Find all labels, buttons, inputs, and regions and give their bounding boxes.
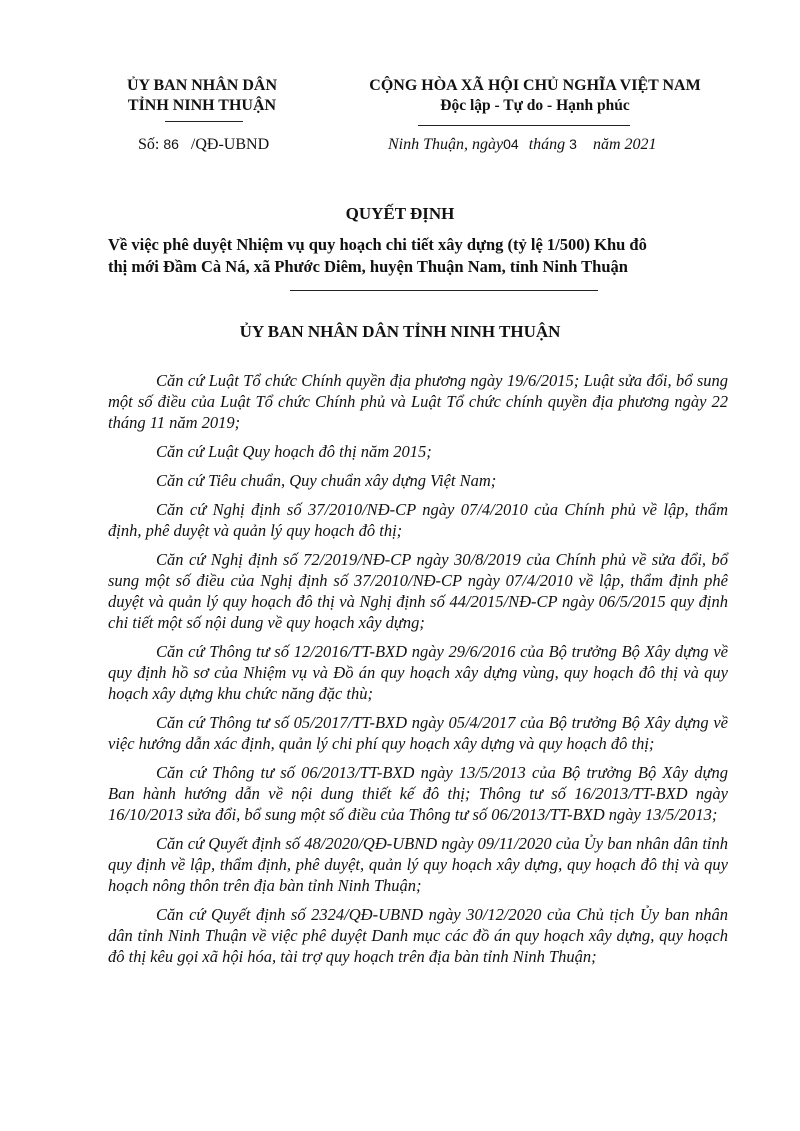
legal-basis-paragraph: Căn cứ Nghị định số 37/2010/NĐ-CP ngày 07/4/2010 của Chính phủ về lập, thẩm định, phê duyệt và quản lý quy hoạch đô thị; xyxy=(108,500,728,540)
nation-name: CỘNG HÒA XÃ HỘI CHỦ NGHĨA VIỆT NAM xyxy=(369,77,701,94)
legal-bases xyxy=(108,370,728,975)
legal-basis-paragraph: Căn cứ Tiêu chuẩn, Quy chuẩn xây dựng Việt Nam; xyxy=(156,471,497,490)
legal-basis-paragraph: Căn cứ Thông tư số 05/2017/TT-BXD ngày 05/4/2017 của Bộ trưởng Bộ Xây dựng về việc hướng dẫn xác định, quản lý chi phí quy hoạch xây dựng và quy hoạch đô thị; xyxy=(108,713,728,753)
date-month: 3 xyxy=(569,136,577,152)
date-month-label: tháng xyxy=(528,136,566,153)
legal-basis-paragraph: Căn cứ Thông tư số 12/2016/TT-BXD ngày 29/6/2016 của Bộ trưởng Bộ Xây dựng về quy định hồ sơ của Nhiệm vụ và Đồ án quy hoạch xây dựng vùng, quy hoạch đô thị và quy hoạch xây dựng khu chức năng đặc thù; xyxy=(108,642,728,703)
legal-basis-paragraph: Căn cứ Luật Tổ chức Chính quyền địa phương ngày 19/6/2015; Luật sửa đổi, bổ sung một số điều của Luật Tổ chức Chính phủ và Luật Tổ chức chính quyền địa phương ngày 22 tháng 11 năm 2019; xyxy=(108,371,728,432)
legal-basis-paragraph: Căn cứ Quyết định số 2324/QĐ-UBND ngày 30/12/2020 của Chủ tịch Ủy ban nhân dân tỉnh Ninh Thuận về việc phê duyệt Danh mục các đồ án quy hoạch xây dựng, quy hoạch đô thị kêu gọi xã hội hóa, tài trợ quy hoạch trên địa bàn tỉnh Ninh Thuận; xyxy=(108,905,728,966)
national-motto: Độc lập - Tự do - Hạnh phúc xyxy=(440,97,630,114)
subject-line-2: thị mới Đầm Cà Ná, xã Phước Diêm, huyện Thuận Nam, tỉnh Ninh Thuận xyxy=(108,257,628,276)
agency-line-1: ỦY BAN NHÂN DÂN xyxy=(126,77,278,94)
legal-basis-paragraph: Căn cứ Luật Quy hoạch đô thị năm 2015; xyxy=(156,442,432,461)
agency-underline xyxy=(165,121,243,122)
date-place: Ninh Thuận, ngày xyxy=(388,136,504,153)
legal-basis-paragraph: Căn cứ Nghị định số 72/2019/NĐ-CP ngày 30/8/2019 của Chính phủ về sửa đổi, bổ sung một số điều của Nghị định số 37/2010/NĐ-CP ngày 07/4/2010 về lập, thẩm định phê duyệt và quản lý quy hoạch đô thị và Nghị định số 44/2015/NĐ-CP ngày 06/5/2015 quy định chi tiết một số nội dung về quy hoạch xây dựng; xyxy=(108,550,728,632)
document-number xyxy=(138,136,269,154)
legal-basis-paragraph: Căn cứ Quyết định số 48/2020/QĐ-UBND ngày 09/11/2020 của Ủy ban nhân dân tỉnh quy định về lập, thẩm định, phê duyệt, quản lý quy hoạch xây dựng, quy hoạch đô thị và quy hoạch nông thôn trên địa bàn tỉnh Ninh Thuận; xyxy=(108,834,728,895)
motto-underline xyxy=(418,125,630,126)
issuing-agency xyxy=(112,76,292,116)
number-prefix: Số: xyxy=(138,136,160,153)
issue-date xyxy=(388,136,657,154)
date-year: năm 2021 xyxy=(592,136,657,153)
document-type: QUYẾT ĐỊNH xyxy=(345,204,455,223)
national-heading xyxy=(345,76,725,116)
number-value: 86 xyxy=(163,136,179,152)
subject-underline xyxy=(290,290,598,291)
date-day: 04 xyxy=(503,136,519,152)
agency-line-2: TỈNH NINH THUẬN xyxy=(127,97,277,114)
issuing-authority: ỦY BAN NHÂN DÂN TỈNH NINH THUẬN xyxy=(239,322,561,341)
document-subject xyxy=(108,234,736,278)
legal-basis-paragraph: Căn cứ Thông tư số 06/2013/TT-BXD ngày 13/5/2013 của Bộ trưởng Bộ Xây dựng Ban hành hướng dẫn về nội dung thiết kế đô thị; Thông tư số 16/2013/TT-BXD ngày 16/10/2013 sửa đổi, bổ sung một số điều của Thông tư số 06/2013/TT-BXD ngày 13/5/2013; xyxy=(108,763,728,824)
number-suffix: /QĐ-UBND xyxy=(190,136,270,153)
subject-line-1: Về việc phê duyệt Nhiệm vụ quy hoạch chi tiết xây dựng (tỷ lệ 1/500) Khu đô xyxy=(108,235,647,254)
